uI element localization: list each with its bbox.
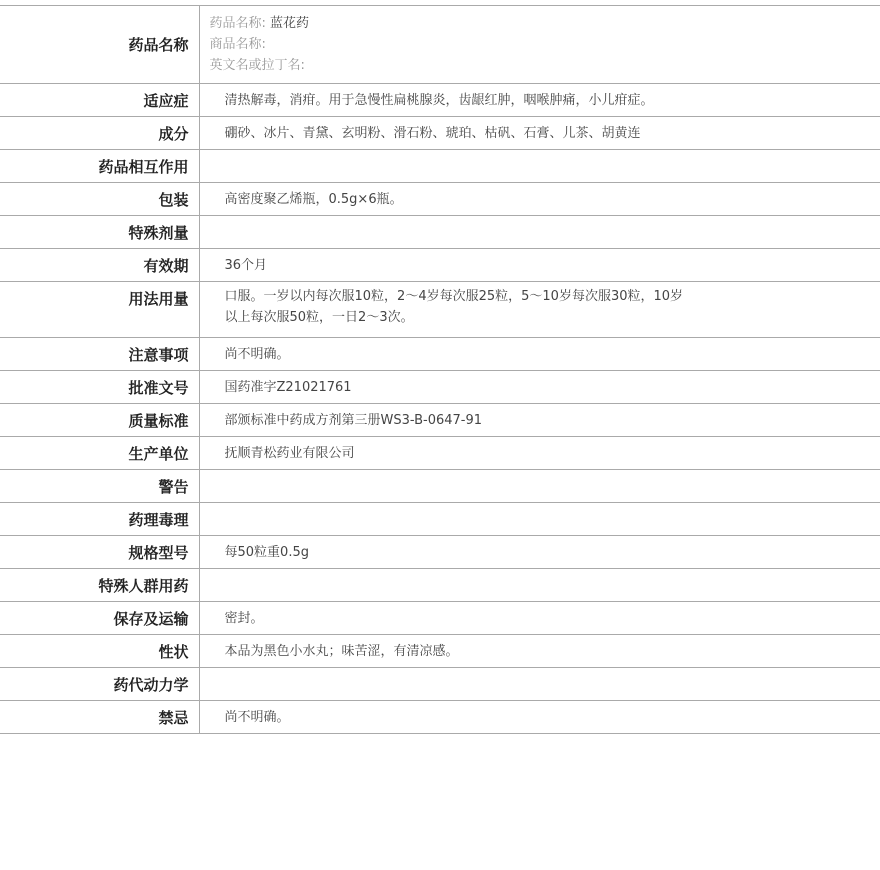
row-label: 批准文号 bbox=[0, 371, 199, 404]
row-value: 口服。一岁以内每次服10粒，2～4岁每次服25粒，5～10岁每次服30粒，10岁 以上每次服50粒，一日2～3次。 bbox=[199, 282, 880, 338]
table-row bbox=[0, 216, 880, 249]
drug-name-value: 蓝花药 bbox=[270, 16, 310, 31]
table-row bbox=[0, 470, 880, 503]
row-label: 禁忌 bbox=[0, 701, 199, 734]
table-row bbox=[0, 249, 880, 282]
drug-name-label: 药品名称 bbox=[0, 6, 199, 84]
row-label: 注意事项 bbox=[0, 338, 199, 371]
table-row bbox=[0, 701, 880, 734]
row-label: 性状 bbox=[0, 635, 199, 668]
table-row bbox=[0, 150, 880, 183]
drug-name-prefix: 药品名称: bbox=[209, 16, 266, 31]
row-value bbox=[199, 470, 880, 503]
row-label: 警告 bbox=[0, 470, 199, 503]
row-value bbox=[199, 569, 880, 602]
table-row bbox=[0, 536, 880, 569]
row-value: 尚不明确。 bbox=[199, 701, 880, 734]
row-value: 部颁标准中药成方剂第三册WS3-B-0647-91 bbox=[199, 404, 880, 437]
table-row bbox=[0, 404, 880, 437]
row-label: 药代动力学 bbox=[0, 668, 199, 701]
table-row bbox=[0, 84, 880, 117]
drug-name-values bbox=[199, 6, 880, 84]
row-value bbox=[199, 216, 880, 249]
table-row bbox=[0, 338, 880, 371]
row-value: 清热解毒，消疳。用于急慢性扁桃腺炎，齿龈红肿，咽喉肿痛，小儿疳症。 bbox=[199, 84, 880, 117]
row-value: 高密度聚乙烯瓶，0.5g×6瓶。 bbox=[199, 183, 880, 216]
row-label: 适应症 bbox=[0, 84, 199, 117]
row-label: 药品相互作用 bbox=[0, 150, 199, 183]
table-row bbox=[0, 668, 880, 701]
english-name-line bbox=[210, 55, 880, 76]
row-label: 保存及运输 bbox=[0, 602, 199, 635]
row-value bbox=[199, 668, 880, 701]
row-label: 特殊人群用药 bbox=[0, 569, 199, 602]
row-label: 规格型号 bbox=[0, 536, 199, 569]
row-label: 成分 bbox=[0, 117, 199, 150]
row-value: 硼砂、冰片、青黛、玄明粉、滑石粉、琥珀、枯矾、石膏、儿茶、胡黄连 bbox=[199, 117, 880, 150]
table-row bbox=[0, 117, 880, 150]
row-value: 抚顺青松药业有限公司 bbox=[199, 437, 880, 470]
english-name-prefix: 英文名或拉丁名: bbox=[209, 58, 305, 73]
table-row bbox=[0, 282, 880, 338]
row-value: 密封。 bbox=[199, 602, 880, 635]
row-label: 药理毒理 bbox=[0, 503, 199, 536]
table-row bbox=[0, 602, 880, 635]
trade-name-prefix: 商品名称: bbox=[209, 37, 266, 52]
trade-name-line bbox=[210, 34, 880, 55]
drug-name-line bbox=[210, 13, 880, 34]
table-row bbox=[0, 635, 880, 668]
table-row bbox=[0, 437, 880, 470]
row-label: 有效期 bbox=[0, 249, 199, 282]
row-value: 本品为黑色小水丸；味苦涩，有清凉感。 bbox=[199, 635, 880, 668]
row-label: 特殊剂量 bbox=[0, 216, 199, 249]
table-row bbox=[0, 371, 880, 404]
row-value bbox=[199, 503, 880, 536]
row-value: 国药准字Z21021761 bbox=[199, 371, 880, 404]
row-value: 尚不明确。 bbox=[199, 338, 880, 371]
table-row bbox=[0, 503, 880, 536]
row-label: 包装 bbox=[0, 183, 199, 216]
drug-info-table bbox=[0, 5, 880, 734]
row-label: 生产单位 bbox=[0, 437, 199, 470]
row-label: 质量标准 bbox=[0, 404, 199, 437]
row-label: 用法用量 bbox=[0, 282, 199, 338]
row-value bbox=[199, 150, 880, 183]
row-value: 每50粒重0.5g bbox=[199, 536, 880, 569]
table-row bbox=[0, 569, 880, 602]
row-value: 36个月 bbox=[199, 249, 880, 282]
drug-name-row bbox=[0, 6, 880, 84]
table-row bbox=[0, 183, 880, 216]
